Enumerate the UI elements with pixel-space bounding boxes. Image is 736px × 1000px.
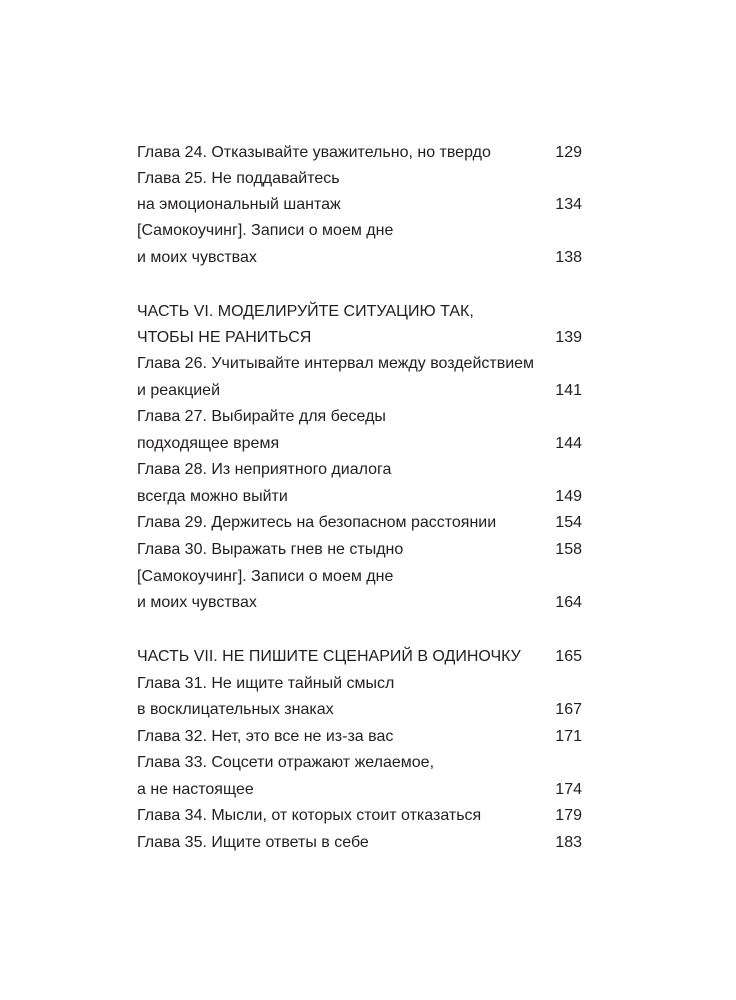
toc-entry-text: на эмоциональный шантаж [137,196,341,213]
toc-entry-text: и моих чувствах [137,594,257,611]
toc-page-number: 141 [555,382,582,399]
toc-entry-text: Глава 28. Из неприятного диалога [137,461,392,478]
toc-line-chapter-35 [137,830,582,856]
toc-line-chapter-26-cont [137,378,582,404]
toc-entry-text: Глава 27. Выбирайте для беседы [137,408,386,425]
toc-line-chapter-26 [137,351,582,377]
toc-entry-text: [Самокоучинг]. Записи о моем дне [137,222,394,239]
toc-entry-text: [Самокоучинг]. Записи о моем дне [137,568,394,585]
toc-part-heading: ЧТОБЫ НЕ РАНИТЬСЯ [137,329,312,346]
toc-part-heading: ЧАСТЬ VII. НЕ ПИШИТЕ СЦЕНАРИЙ В ОДИНОЧКУ [137,648,521,665]
toc-line-chapter-31 [137,671,582,697]
toc-line-part-6-cont [137,325,582,351]
toc-line-selfcoaching-5-cont [137,245,582,271]
toc-page-number: 174 [555,781,582,798]
toc-line-part-7 [137,644,582,670]
toc-entry-text: Глава 31. Не ищите тайный смысл [137,675,395,692]
toc-page-number: 129 [555,144,582,161]
toc-page-number: 154 [555,514,582,531]
toc-line-chapter-29 [137,510,582,536]
toc-entry-text: Глава 25. Не поддавайтесь [137,170,340,187]
toc-entry-text: а не настоящее [137,781,254,798]
toc-page-number: 167 [555,701,582,718]
toc-entry-text: Глава 33. Соцсети отражают желаемое, [137,754,435,771]
toc-line-chapter-27 [137,404,582,430]
toc-line-chapter-28-cont [137,484,582,510]
toc-entry-text: и реакцией [137,382,221,399]
toc-part-heading: ЧАСТЬ VI. МОДЕЛИРУЙТЕ СИТУАЦИЮ ТАК, [137,303,474,320]
toc-line-chapter-31-cont [137,697,582,723]
toc-line-chapter-30 [137,537,582,563]
toc-entry-text: Глава 29. Держитесь на безопасном расстоянии [137,514,497,531]
toc-line-chapter-25 [137,166,582,192]
toc-entry-text: и моих чувствах [137,249,257,266]
toc-page-number: 149 [555,488,582,505]
toc-line-chapter-33-cont [137,777,582,803]
toc-line-chapter-34 [137,803,582,829]
toc-line-selfcoaching-5 [137,218,582,244]
toc-page-number: 164 [555,594,582,611]
toc-page-number: 179 [555,807,582,824]
toc-line-selfcoaching-6 [137,564,582,590]
toc-page-number: 183 [555,834,582,851]
toc-line-chapter-33 [137,750,582,776]
toc-line-chapter-28 [137,457,582,483]
toc-line-chapter-24 [137,140,582,166]
toc-line-chapter-32 [137,724,582,750]
toc-page-number: 134 [555,196,582,213]
toc-page-number: 144 [555,435,582,452]
toc-entry-text: Глава 30. Выражать гнев не стыдно [137,541,404,558]
toc-entry-text: Глава 32. Нет, это все не из-за вас [137,728,394,745]
toc-entry-text: Глава 24. Отказывайте уважительно, но твердо [137,144,491,161]
toc-line-chapter-25-cont [137,192,582,218]
toc-entry-text: всегда можно выйти [137,488,288,505]
toc-page-number: 138 [555,249,582,266]
toc-entry-text: Глава 26. Учитывайте интервал между воздействием [137,355,535,372]
toc-entry-text: Глава 34. Мысли, от которых стоит отказаться [137,807,482,824]
toc-entry-text: подходящее время [137,435,280,452]
table-of-contents [137,0,582,1000]
toc-page-number: 139 [555,329,582,346]
toc-line-part-6 [137,299,582,325]
toc-page-number: 171 [555,728,582,745]
toc-page-number: 158 [555,541,582,558]
toc-line-selfcoaching-6-cont [137,590,582,616]
toc-line-chapter-27-cont [137,431,582,457]
toc-page-number: 165 [555,648,582,665]
toc-entry-text: Глава 35. Ищите ответы в себе [137,834,369,851]
toc-entry-text: в восклицательных знаках [137,701,334,718]
